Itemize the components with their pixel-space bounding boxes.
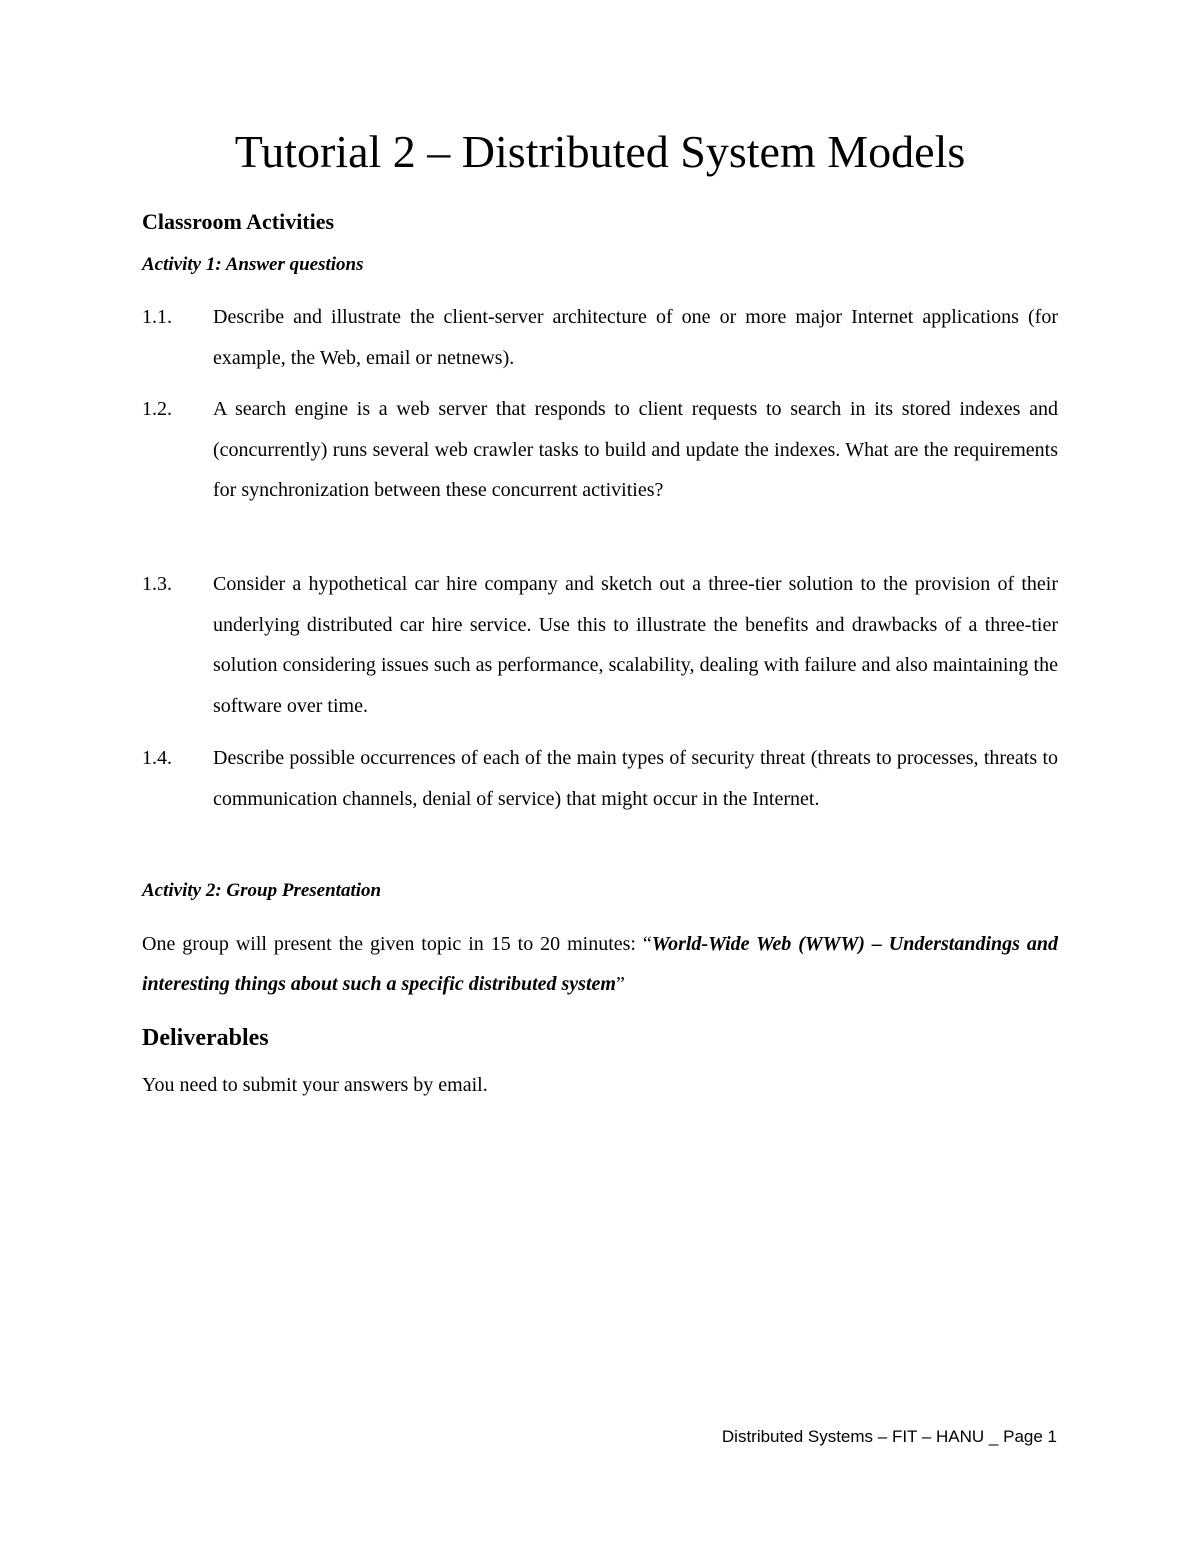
page-title: Tutorial 2 – Distributed System Models	[234, 126, 966, 177]
closing-quote: ”	[615, 973, 625, 995]
question-text: Describe and illustrate the client-server architecture of one or more major Internet applications (for example, the Web, email or netnews).	[213, 306, 1058, 369]
deliverables-heading: Deliverables	[142, 1025, 269, 1051]
question-text: Consider a hypothetical car hire company and sketch out a three-tier solution to the provision of their underlying distributed car hire service. Use this to illustrate the benefits and drawbacks of a three-tier solution considering issues such as performance, scalability, dealing with failure and also maintaining the software over time.	[213, 573, 1058, 717]
question-text: A search engine is a web server that responds to client requests to search in its stored indexes and (concurrently) runs several web crawler tasks to build and update the indexes. What are the requirements for synchronization between these concurrent activities?	[213, 398, 1058, 501]
activity-2-intro-text: One group will present the given topic in 15 to 20 minutes: “	[142, 933, 652, 955]
activity-2-description	[142, 924, 1058, 1004]
presentation-topic: World-Wide Web (WWW) – Understandings and interesting things about such a specific distributed system	[142, 933, 1058, 995]
deliverables-text: You need to submit your answers by email.	[142, 1074, 488, 1096]
question-text: Describe possible occurrences of each of the main types of security threat (threats to processes, threats to communication channels, denial of service) that might occur in the Internet.	[213, 747, 1058, 810]
page-footer: Distributed Systems – FIT – HANU _ Page 1	[721, 1427, 1057, 1446]
activity-2-heading: Activity 2: Group Presentation	[142, 880, 382, 901]
question-number: 1.4.	[142, 747, 172, 769]
question-number: 1.3.	[142, 573, 172, 595]
question-number: 1.1.	[142, 306, 172, 328]
classroom-activities-heading: Classroom Activities	[142, 209, 335, 234]
activity-1-heading: Activity 1: Answer questions	[142, 254, 364, 275]
question-number: 1.2.	[142, 398, 172, 420]
